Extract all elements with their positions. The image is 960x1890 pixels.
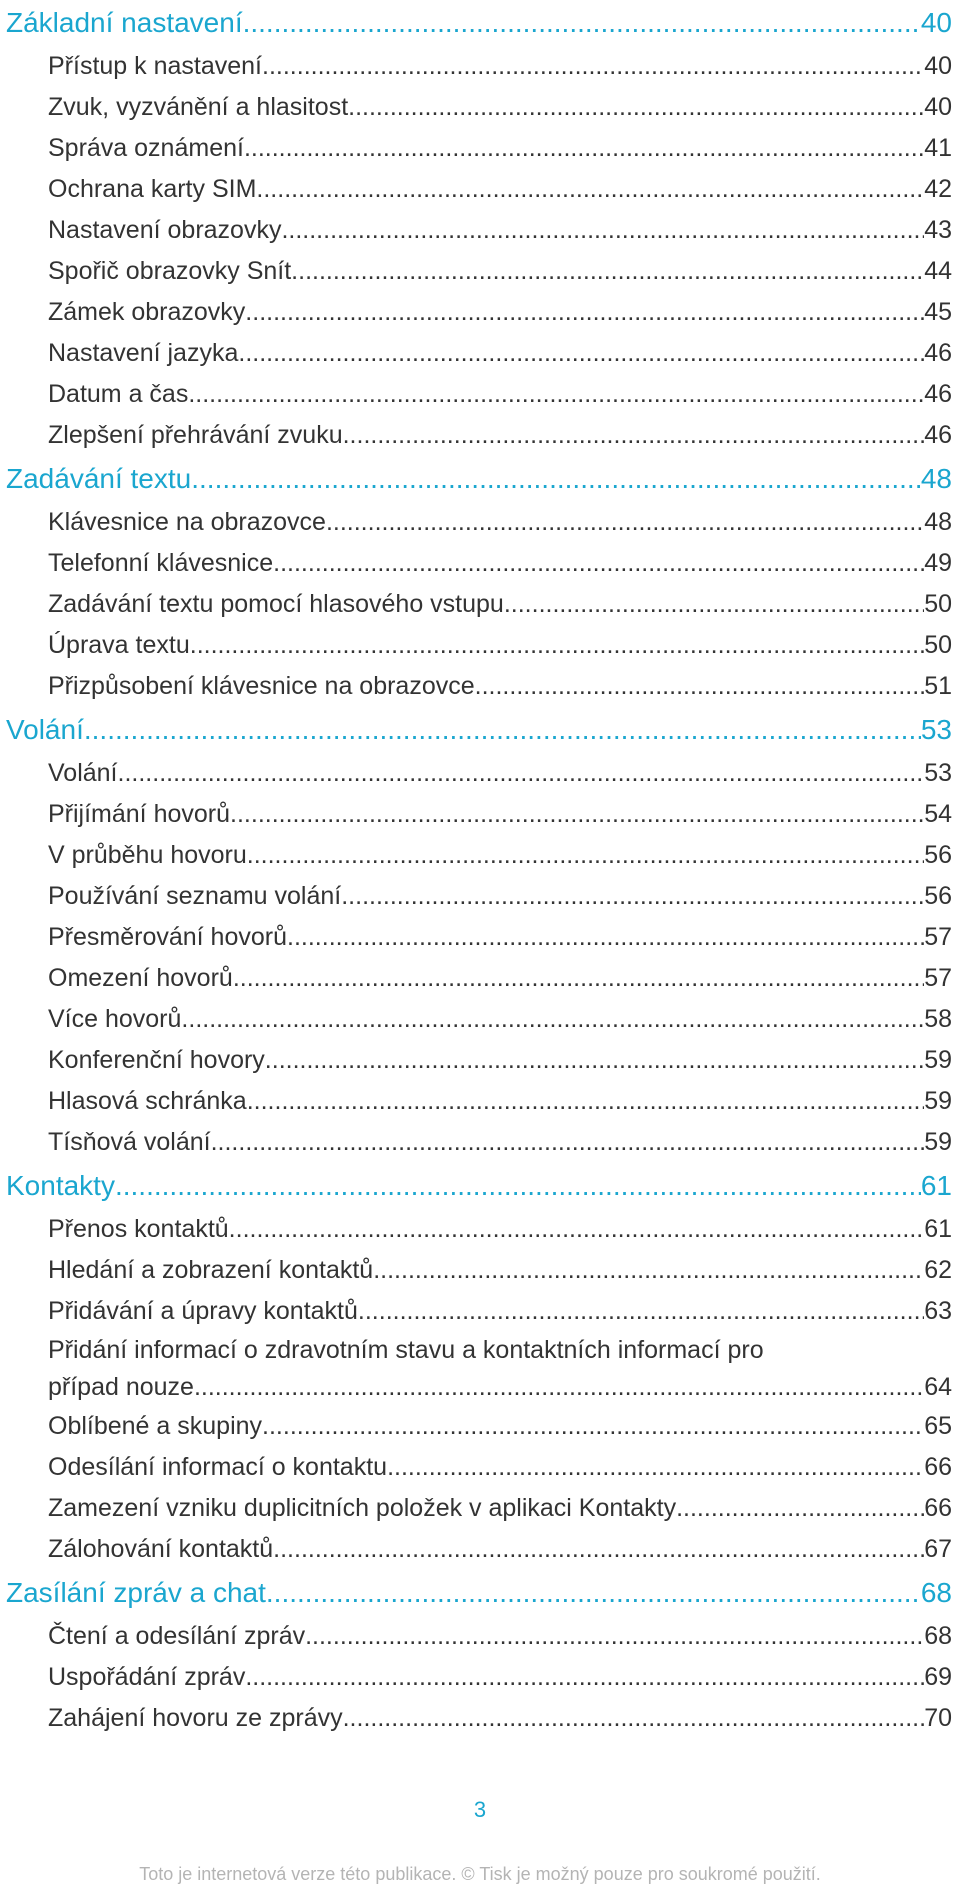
- toc-item[interactable]: [6, 1657, 952, 1698]
- toc-item[interactable]: [6, 169, 952, 210]
- toc-page-number: 51: [924, 672, 952, 700]
- dot-leader: [504, 584, 924, 625]
- dot-leader: [387, 1447, 924, 1488]
- toc-page-number: 69: [924, 1663, 952, 1691]
- dot-leader: [233, 958, 924, 999]
- toc-page-number: 45: [924, 298, 952, 326]
- toc-page-number: 50: [924, 631, 952, 659]
- table-of-contents: [6, 0, 952, 1739]
- toc-item-title: Hledání a zobrazení kontaktů: [48, 1256, 374, 1284]
- toc-item[interactable]: [6, 794, 952, 835]
- dot-leader: [343, 1698, 925, 1739]
- toc-item[interactable]: [6, 753, 952, 794]
- toc-item-title: Spořič obrazovky Snít: [48, 257, 292, 285]
- toc-item[interactable]: [6, 1122, 952, 1163]
- dot-leader: [265, 1040, 924, 1081]
- dot-leader: [266, 1570, 921, 1616]
- toc-page-number: 43: [924, 216, 952, 244]
- toc-item[interactable]: [6, 876, 952, 917]
- toc-section-title: Kontakty: [6, 1170, 115, 1201]
- toc-page-number: 44: [924, 257, 952, 285]
- toc-item-title: Úprava textu: [48, 631, 190, 659]
- toc-page-number: 56: [924, 841, 952, 869]
- toc-item[interactable]: [6, 1040, 952, 1081]
- toc-item-title: Hlasová schránka: [48, 1087, 247, 1115]
- toc-section[interactable]: [6, 1163, 952, 1209]
- dot-leader: [262, 1406, 924, 1447]
- toc-item[interactable]: [6, 374, 952, 415]
- dot-leader: [348, 87, 924, 128]
- toc-item-title: Volání: [48, 759, 118, 787]
- toc-item[interactable]: [6, 625, 952, 666]
- toc-item-title: Klávesnice na obrazovce: [48, 508, 326, 536]
- toc-section-title: Zasílání zpráv a chat: [6, 1577, 266, 1608]
- dot-leader: [229, 1209, 925, 1250]
- toc-item-title: Datum a čas: [48, 380, 189, 408]
- toc-item[interactable]: [6, 1332, 952, 1406]
- dot-leader: [287, 917, 924, 958]
- dot-leader: [181, 999, 924, 1040]
- toc-page-number: 46: [924, 380, 952, 408]
- toc-page-number: 46: [924, 421, 952, 449]
- toc-page-number: 40: [920, 7, 952, 38]
- toc-page-number: 59: [924, 1046, 952, 1074]
- dot-leader: [115, 1163, 921, 1209]
- dot-leader: [84, 707, 921, 753]
- toc-page-number: 59: [924, 1087, 952, 1115]
- toc-page-number: 41: [924, 134, 952, 162]
- toc-page-number: 61: [920, 1170, 952, 1201]
- dot-leader: [118, 753, 925, 794]
- toc-section-title: Volání: [6, 714, 84, 745]
- toc-section[interactable]: [6, 0, 952, 46]
- toc-item[interactable]: [6, 666, 952, 707]
- toc-page-number: 57: [924, 923, 952, 951]
- toc-page-number: 49: [924, 549, 952, 577]
- toc-item-title: Zálohování kontaktů: [48, 1535, 274, 1563]
- toc-page-number: 56: [924, 882, 952, 910]
- toc-item[interactable]: [6, 1488, 952, 1529]
- toc-page-number: 70: [924, 1704, 952, 1732]
- toc-page-number: 58: [924, 1005, 952, 1033]
- toc-item-title: Používání seznamu volání: [48, 882, 342, 910]
- dot-leader: [230, 794, 924, 835]
- dot-leader: [188, 374, 924, 415]
- toc-item-title: Uspořádání zpráv: [48, 1663, 246, 1691]
- toc-item[interactable]: [6, 210, 952, 251]
- toc-page-number: 48: [920, 463, 952, 494]
- toc-item-title: Přenos kontaktů: [48, 1215, 229, 1243]
- dot-leader: [281, 210, 924, 251]
- toc-item[interactable]: [6, 1616, 952, 1657]
- toc-page-number: 67: [924, 1535, 952, 1563]
- dot-leader: [191, 456, 921, 502]
- toc-section[interactable]: [6, 456, 952, 502]
- toc-item[interactable]: [6, 46, 952, 87]
- toc-item-title: Zlepšení přehrávání zvuku: [48, 421, 343, 449]
- toc-item-title: Zvuk, vyzvánění a hlasitost: [48, 93, 349, 121]
- dot-leader: [194, 1369, 924, 1406]
- toc-page-number: 53: [920, 714, 952, 745]
- toc-page-number: 63: [924, 1297, 952, 1325]
- dot-leader: [190, 625, 924, 666]
- dot-leader: [343, 415, 925, 456]
- dot-leader: [247, 1081, 924, 1122]
- toc-item-title: Správa oznámení: [48, 134, 244, 162]
- toc-page-number: 66: [924, 1494, 952, 1522]
- toc-item-title: Čtení a odesílání zpráv: [48, 1622, 306, 1650]
- toc-item[interactable]: [6, 543, 952, 584]
- toc-item[interactable]: [6, 1291, 952, 1332]
- toc-item-title: Ochrana karty SIM: [48, 175, 257, 203]
- toc-section[interactable]: [6, 707, 952, 753]
- dot-leader: [475, 666, 925, 707]
- toc-page-number: 66: [924, 1453, 952, 1481]
- toc-item-title: Omezení hovorů: [48, 964, 233, 992]
- toc-item-title: Odesílání informací o kontaktu: [48, 1453, 388, 1481]
- toc-page-number: 61: [924, 1215, 952, 1243]
- toc-item-title: Nastavení obrazovky: [48, 216, 282, 244]
- toc-item-title: Zamezení vzniku duplicitních položek v aplikaci Kontakty: [48, 1494, 677, 1522]
- toc-item-title: případ nouze: [48, 1373, 194, 1401]
- toc-page-number: 42: [924, 175, 952, 203]
- toc-item[interactable]: [6, 1698, 952, 1739]
- dot-leader: [245, 1657, 924, 1698]
- toc-item[interactable]: [6, 1447, 952, 1488]
- toc-item[interactable]: [6, 917, 952, 958]
- toc-page-number: 59: [924, 1128, 952, 1156]
- toc-item-title: Oblíbené a skupiny: [48, 1412, 263, 1440]
- toc-item-title: Konferenční hovory: [48, 1046, 265, 1074]
- dot-leader: [243, 0, 921, 46]
- toc-item-title: Tísňová volání: [48, 1128, 211, 1156]
- dot-leader: [341, 876, 924, 917]
- toc-page-number: 40: [924, 52, 952, 80]
- toc-page-number: 48: [924, 508, 952, 536]
- toc-item[interactable]: [6, 333, 952, 374]
- toc-item[interactable]: [6, 584, 952, 625]
- toc-page-number: 46: [924, 339, 952, 367]
- toc-item-title: Zadávání textu pomocí hlasového vstupu: [48, 590, 504, 618]
- toc-item[interactable]: [6, 292, 952, 333]
- toc-page-number: 54: [924, 800, 952, 828]
- dot-leader: [273, 543, 924, 584]
- dot-leader: [273, 1529, 924, 1570]
- toc-item[interactable]: [6, 999, 952, 1040]
- dot-leader: [305, 1616, 924, 1657]
- toc-page-number: 62: [924, 1256, 952, 1284]
- toc-item-title: Zámek obrazovky: [48, 298, 246, 326]
- dot-leader: [358, 1291, 924, 1332]
- toc-item-title: Přidání informací o zdravotním stavu a kontaktních informací pro: [48, 1336, 764, 1364]
- page-number: 3: [473, 1797, 487, 1822]
- dot-leader: [676, 1488, 924, 1529]
- toc-item[interactable]: [6, 1250, 952, 1291]
- toc-page-number: 40: [924, 93, 952, 121]
- toc-item[interactable]: [6, 958, 952, 999]
- toc-item[interactable]: [6, 1209, 952, 1250]
- toc-item-title: Přijímání hovorů: [48, 800, 231, 828]
- toc-item[interactable]: [6, 128, 952, 169]
- toc-item-title: Přizpůsobení klávesnice na obrazovce: [48, 672, 475, 700]
- toc-page-number: 57: [924, 964, 952, 992]
- dot-leader: [291, 251, 924, 292]
- footer-note: Toto je internetová verze této publikace. © Tisk je možný pouze pro soukromé použití.: [139, 1864, 821, 1884]
- dot-leader: [373, 1250, 924, 1291]
- toc-item[interactable]: [6, 1529, 952, 1570]
- dot-leader: [245, 292, 924, 333]
- toc-section-title: Základní nastavení: [6, 7, 243, 38]
- toc-item-title: Nastavení jazyka: [48, 339, 239, 367]
- toc-section-title: Zadávání textu: [6, 463, 192, 494]
- toc-item-title: Přesměrování hovorů: [48, 923, 288, 951]
- toc-item-title: Přístup k nastavení: [48, 52, 263, 80]
- toc-page-number: 50: [924, 590, 952, 618]
- toc-item-title: Přidávání a úpravy kontaktů: [48, 1297, 358, 1325]
- toc-item-title: Více hovorů: [48, 1005, 182, 1033]
- dot-leader: [238, 333, 924, 374]
- toc-item-title: Telefonní klávesnice: [48, 549, 274, 577]
- toc-page-number: 65: [924, 1412, 952, 1440]
- toc-page-number: 64: [924, 1373, 952, 1401]
- dot-leader: [247, 835, 924, 876]
- toc-item[interactable]: [6, 1081, 952, 1122]
- toc-section[interactable]: [6, 1570, 952, 1616]
- toc-item-title: Zahájení hovoru ze zprávy: [48, 1704, 343, 1732]
- toc-page-number: 68: [920, 1577, 952, 1608]
- toc-item[interactable]: [6, 835, 952, 876]
- toc-item[interactable]: [6, 251, 952, 292]
- toc-page-number: 53: [924, 759, 952, 787]
- toc-page-number: 68: [924, 1622, 952, 1650]
- dot-leader: [326, 502, 924, 543]
- toc-item[interactable]: [6, 415, 952, 456]
- toc-item-title: V průběhu hovoru: [48, 841, 247, 869]
- toc-item[interactable]: [6, 87, 952, 128]
- dot-leader: [244, 128, 924, 169]
- dot-leader: [262, 46, 924, 87]
- toc-item[interactable]: [6, 1406, 952, 1447]
- dot-leader: [211, 1122, 925, 1163]
- toc-item[interactable]: [6, 502, 952, 543]
- dot-leader: [256, 169, 924, 210]
